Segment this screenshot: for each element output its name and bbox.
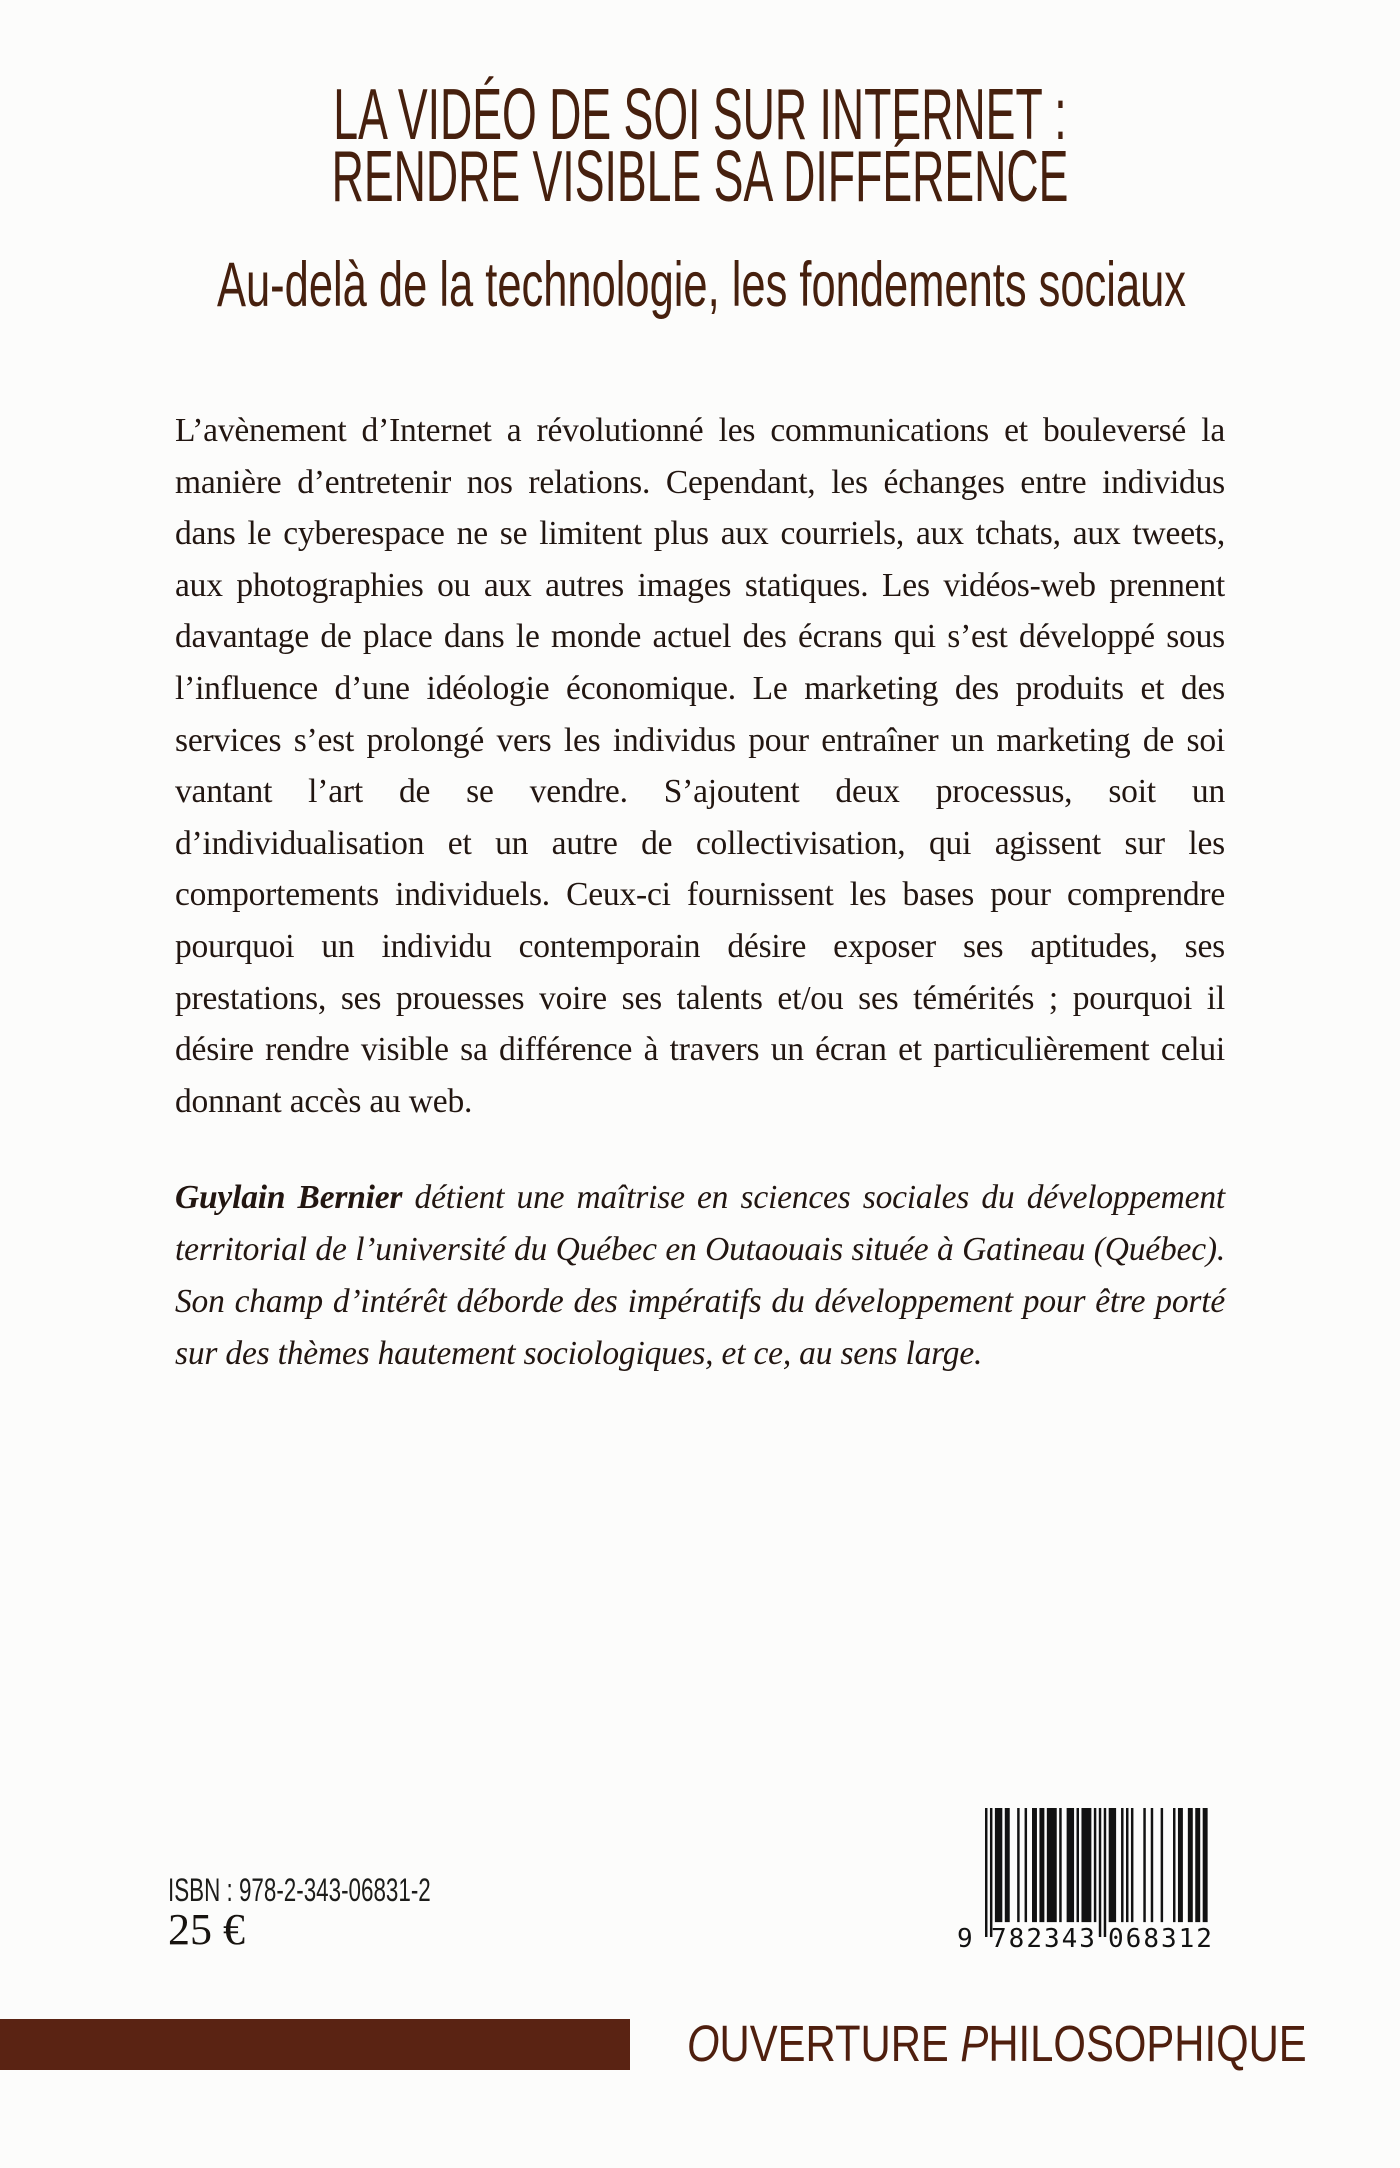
author-bio-text: détient une maîtrise en sciences sociales du développement territorial de l’université du Québec en Outaouais située à Gatineau (Québec). Son champ d’intérêt déborde des impératifs du développement pour être porté sur des thèmes hautement sociologiques, et ce, au sens large.	[175, 1179, 1225, 1372]
synopsis-text: L’avènement d’Internet a révolutionné les communications et bouleversé la manière d’entretenir nos relations. Cependant, les échanges entre individus dans le cyberespace ne se limitent plus aux courriels, aux tchats, aux tweets, aux photographies ou aux autres images statiques. Les vidéos-web prennent davantage de place dans le monde actuel des écrans qui s’est développé sous l’influence d’une idéologie économique. Le marketing des produits et des services s’est prolongé vers les individus pour entraîner un marketing de soi vantant l’art de se vendre. S’ajoutent deux processus, soit un d’individualisation et un autre de collectivisation, qui agissent sur les comportements individuels. Ceux-ci fournissent les bases pour comprendre pourquoi un individu contemporain désire exposer ses aptitudes, ses prestations, ses prouesses voire ses talents et/ou ses témérités ; pourquoi il désire rendre visible sa différence à travers un écran et particulièrement celui donnant accès au web.	[175, 412, 1225, 1120]
author-name: Guylain Bernier	[175, 1179, 403, 1216]
book-title-line1: LA VIDÉO DE SOI SUR INTERNET :	[333, 75, 1067, 155]
collection-word2-rest: HILOSOPHIQUE	[988, 2015, 1307, 2072]
collection-name	[687, 2015, 1307, 2072]
price-text: 25 €	[168, 1905, 245, 1954]
book-subtitle: Au-delà de la technologie, les fondements sociaux	[217, 250, 1187, 320]
author-bio	[175, 1172, 1225, 1380]
collection-color-bar	[0, 2019, 630, 2070]
collection-word2-initial: P	[960, 2015, 989, 2072]
ean13-barcode	[957, 1808, 1220, 1960]
barcode-digits	[957, 1924, 1220, 1958]
collection-word1-rest: UVERTURE	[719, 2015, 949, 2072]
barcode-digits-right: 068312	[1108, 1924, 1214, 1954]
book-title	[266, 75, 1134, 217]
barcode-digit-first: 9	[957, 1924, 973, 1954]
barcode-bars	[985, 1808, 1220, 1937]
book-title-line2: RENDRE VISIBLE SA DIFFÉRENCE	[331, 137, 1069, 217]
isbn-text: ISBN : 978-2-343-06831-2	[168, 1872, 431, 1908]
collection-word1-initial: O	[687, 2015, 720, 2072]
barcode-digits-left: 782343	[991, 1924, 1097, 1954]
